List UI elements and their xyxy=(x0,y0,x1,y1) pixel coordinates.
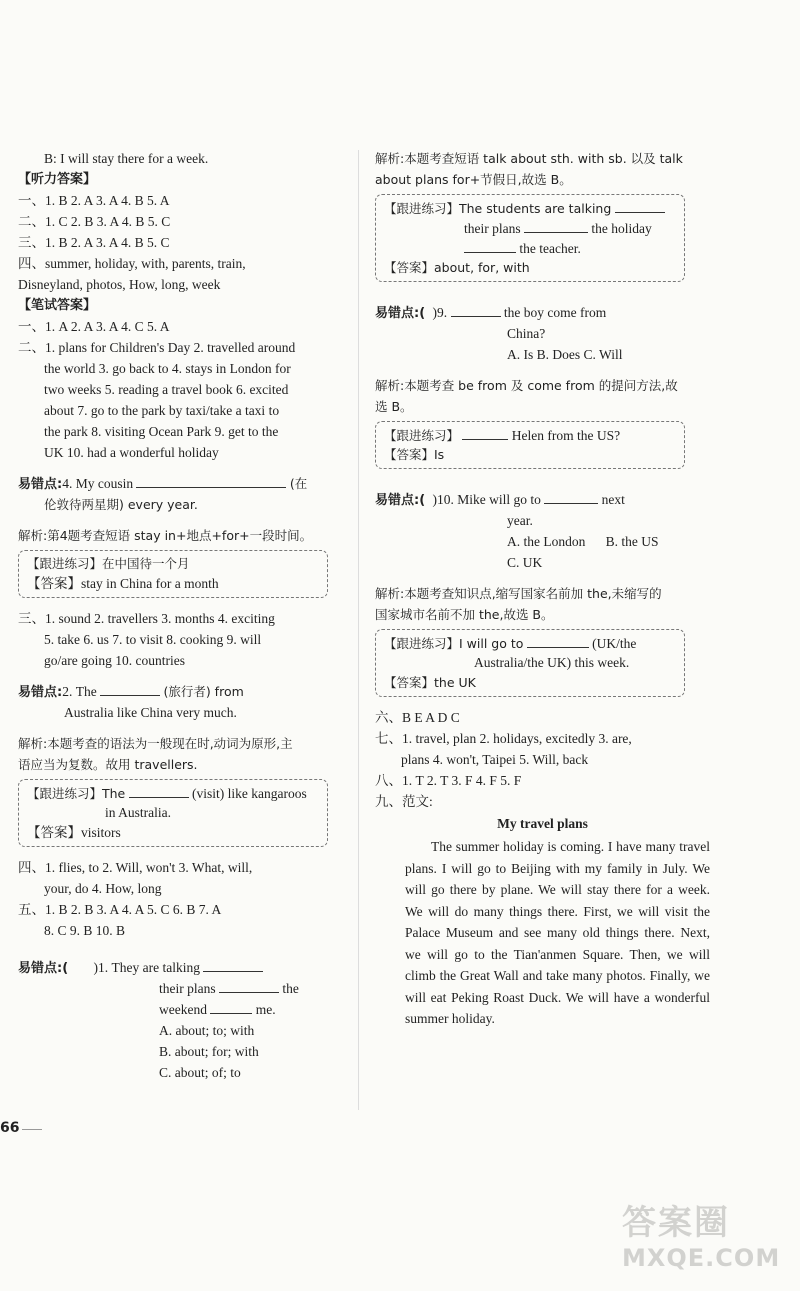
answer-blank xyxy=(464,238,516,253)
error-point-tag: 易错点:( xyxy=(375,306,426,321)
answer-line: the world 3. go back to 4. stays in London for xyxy=(44,361,291,376)
practice-answer: 【答案】stay in China for a month xyxy=(27,576,219,591)
practice-line: in Australia. xyxy=(105,805,171,820)
answer-blank xyxy=(527,633,589,648)
error-point-question-10: 易错点:( )10. Mike will go to next xyxy=(375,489,710,510)
error-point-question-1: 易错点:( )1. They are talking xyxy=(18,957,348,978)
error-point-tag: 易错点:( xyxy=(375,493,426,508)
analysis-line: 解析:本题考查 be from 及 come from 的提问方法,故 xyxy=(375,378,678,393)
practice-line: 【跟进练习】I will go to (UK/the xyxy=(384,633,676,653)
section-heading-written: 【笔试答案】 xyxy=(18,298,97,313)
question-line: their plans the xyxy=(18,978,348,999)
practice-answer: 【答案】visitors xyxy=(27,825,121,840)
answer-blank xyxy=(210,999,252,1014)
analysis-line: 语应当为复数。故用 travellers. xyxy=(18,757,198,772)
practice-line: 【跟进练习】 Helen from the US? xyxy=(384,425,676,445)
follow-up-practice-box xyxy=(18,550,328,598)
answer-line: your, do 4. How, long xyxy=(44,881,162,896)
answer-line: 一、1. A 2. A 3. A 4. C 5. A xyxy=(18,319,170,334)
page-number: 66 xyxy=(0,1120,20,1136)
options-line: C. UK xyxy=(507,555,543,570)
question-line: weekend me. xyxy=(18,999,348,1020)
answer-line: two weeks 5. reading a travel book 6. excited xyxy=(44,382,289,397)
options-line: A. the London B. the US xyxy=(507,534,659,549)
practice-answer: 【答案】Is xyxy=(384,447,445,462)
answer-line: Disneyland, photos, How, long, week xyxy=(18,277,221,292)
practice-line: 【跟进练习】在中国待一个月 xyxy=(27,556,190,571)
analysis-line: about plans for+节假日,故选 B。 xyxy=(375,172,572,187)
error-point-tag: 易错点: xyxy=(18,685,63,700)
answer-line: 三、1. sound 2. travellers 3. months 4. exciting xyxy=(18,611,275,626)
analysis-line: 选 B。 xyxy=(375,399,413,414)
column-divider xyxy=(358,150,359,1110)
answer-line: 八、1. T 2. T 3. F 4. F 5. F xyxy=(375,773,522,788)
answer-line: 四、1. flies, to 2. Will, won't 3. What, will, xyxy=(18,860,253,875)
analysis-line: 解析:本题考查的语法为一般现在时,动词为原形,主 xyxy=(18,736,293,751)
follow-up-practice-box xyxy=(18,779,328,847)
answer-line: 六、B E A D C xyxy=(375,710,460,725)
follow-up-practice-box xyxy=(375,629,685,697)
option-a: A. about; to; with xyxy=(159,1023,255,1038)
analysis-line: 解析:本题考查知识点,缩写国家名前加 the,未缩写的 xyxy=(375,586,662,601)
error-point-question-9: 易错点:( )9. the boy come from xyxy=(375,302,710,323)
question-line: year. xyxy=(507,513,533,528)
answer-line: about 7. go to the park by taxi/take a taxi to xyxy=(44,403,280,418)
analysis-line: 解析:第4题考查短语 stay in+地点+for+一段时间。 xyxy=(18,528,313,543)
follow-up-practice-box xyxy=(375,194,685,282)
error-point-tag: 易错点: xyxy=(18,477,63,492)
sample-essay: The summer holiday is coming. I have many travel plans. I will go to Beijing with my family in July. We will go there by plane. We will stay there for a week. We will do many things there. First, we will visit the Palace Museum and see many old things there. Next, we will go to the Tian'anmen Square. Then, we will climb the Great Wall and take many photos. Finally, we will eat Peking Roast Duck. We will have a wonderful summer holiday. xyxy=(405,839,710,1026)
answer-line: the park 8. visiting Ocean Park 9. get to the xyxy=(44,424,279,439)
answer-blank xyxy=(615,198,665,213)
answer-blank xyxy=(524,218,588,233)
answer-line: 8. C 9. B 10. B xyxy=(44,923,126,938)
practice-line: Australia/the UK) this week. xyxy=(474,655,630,670)
answer-line: 七、1. travel, plan 2. holidays, excitedly 3. are, xyxy=(375,731,632,746)
practice-line: 【跟进练习】The students are talking xyxy=(384,198,676,218)
follow-up-practice-box xyxy=(375,421,685,469)
practice-line: their plans the holiday xyxy=(384,218,676,238)
essay-title: My travel plans xyxy=(497,816,588,831)
answer-blank xyxy=(100,681,160,696)
analysis-line: 国家城市名前不加 the,故选 B。 xyxy=(375,607,554,622)
practice-line: the teacher. xyxy=(384,238,676,258)
analysis-line: 解析:本题考查短语 talk about sth. with sb. 以及 talk xyxy=(375,151,683,166)
answer-line: B: I will stay there for a week. xyxy=(44,151,209,166)
answer-blank xyxy=(203,957,263,972)
watermark-logo: 答案圈 MXQE.COM xyxy=(622,1203,781,1272)
question-line: 伦敦待两星期) every year. xyxy=(44,497,198,512)
options-line: A. Is B. Does C. Will xyxy=(507,347,623,362)
answer-blank xyxy=(544,489,598,504)
question-line: China? xyxy=(507,326,546,341)
practice-answer: 【答案】about, for, with xyxy=(384,260,530,275)
option-c: C. about; of; to xyxy=(159,1065,241,1080)
question-line: Australia like China very much. xyxy=(64,705,237,720)
practice-line: 【跟进练习】The (visit) like kangaroos xyxy=(27,783,319,803)
answer-blank xyxy=(451,302,501,317)
answer-blank xyxy=(129,783,189,798)
right-column xyxy=(375,148,710,1030)
answer-line: 一、1. B 2. A 3. A 4. B 5. A xyxy=(18,193,170,208)
answer-blank xyxy=(462,425,508,440)
answer-line: UK 10. had a wonderful holiday xyxy=(44,445,219,460)
answer-line: 四、summer, holiday, with, parents, train, xyxy=(18,256,246,271)
answer-line: 5. take 6. us 7. to visit 8. cooking 9. will xyxy=(44,632,262,647)
error-point-question-2: 易错点:2. The (旅行者) from xyxy=(18,681,348,702)
option-b: B. about; for; with xyxy=(159,1044,259,1059)
answer-line: 五、1. B 2. B 3. A 4. A 5. C 6. B 7. A xyxy=(18,902,222,917)
left-column xyxy=(18,148,348,1083)
section-heading-listening: 【听力答案】 xyxy=(18,172,97,187)
answer-line: 三、1. B 2. A 3. A 4. B 5. C xyxy=(18,235,170,250)
answer-line: 二、1. plans for Children's Day 2. travelled around xyxy=(18,340,296,355)
answer-line: 二、1. C 2. B 3. A 4. B 5. C xyxy=(18,214,171,229)
error-point-tag: 易错点:( xyxy=(18,961,69,976)
practice-answer: 【答案】the UK xyxy=(384,675,476,690)
answer-line: 九、范文: xyxy=(375,794,433,809)
answer-line: go/are going 10. countries xyxy=(44,653,185,668)
answer-blank xyxy=(136,473,286,488)
page-number-rule xyxy=(22,1129,42,1130)
answer-line: plans 4. won't, Taipei 5. Will, back xyxy=(401,752,589,767)
error-point-question-4: 易错点:4. My cousin (在 xyxy=(18,473,348,494)
answer-blank xyxy=(219,978,279,993)
